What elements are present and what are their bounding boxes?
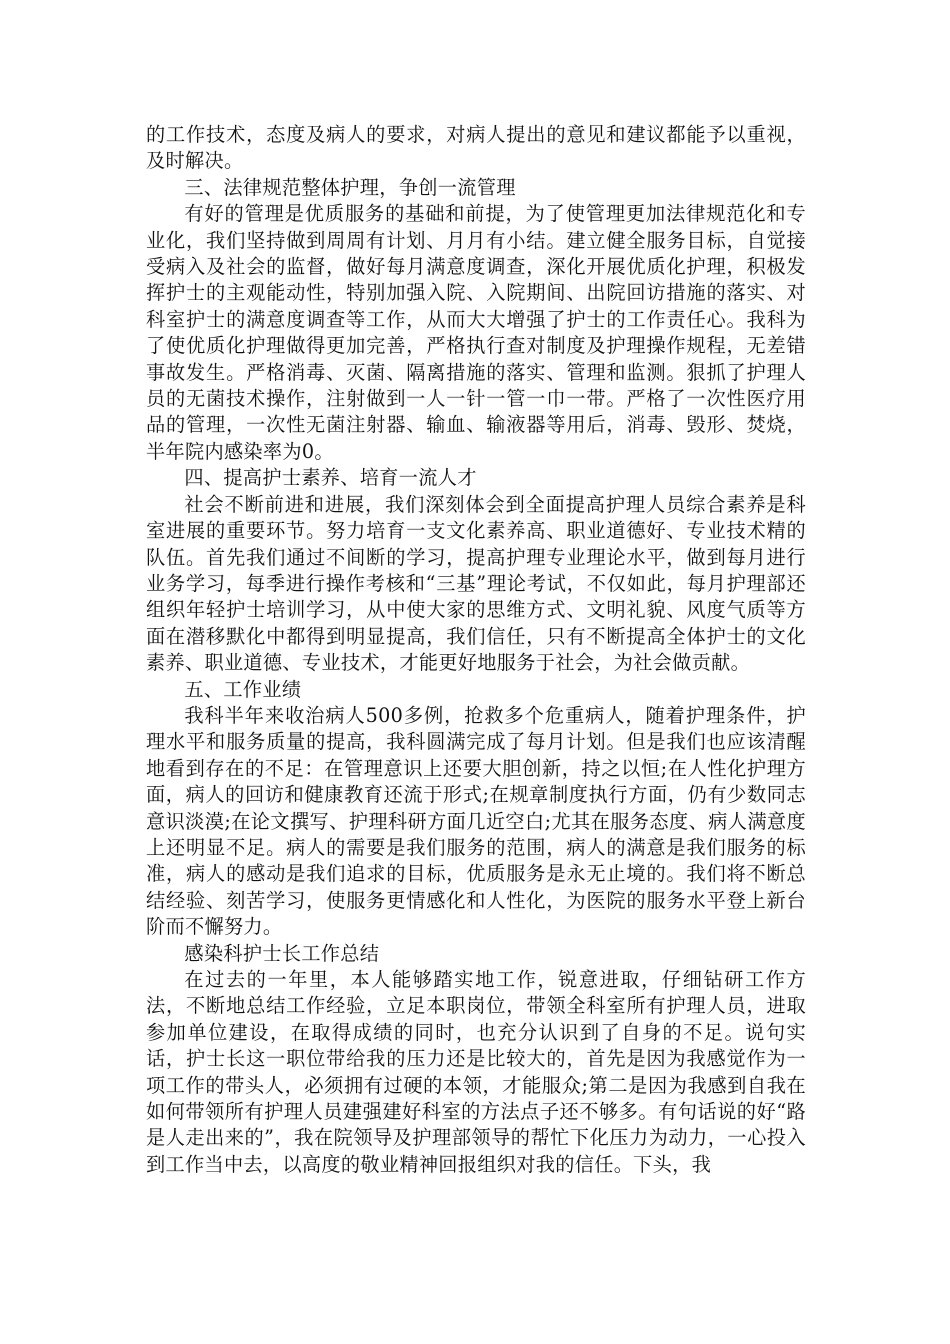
paragraph-training: 社会不断前进和进展，我们深刻体会到全面提高护理人员综合素养是科室进展的重要环节。努力培育一支文化素养高、职业道德好、专业技术精的队伍。首先我们通过不间断的学习，提高护理专业理论水平，做到每月进行业务学习，每季进行操作考核和“三基”理论考试，不仅如此，每月护理部还组织年轻护士培训学习，从中使大家的思维方式、文明礼貌、风度气质等方面在潜移默化中都得到明显提高，我们信任，只有不断提高全体护士的文化素养、职业道德、专业技术，才能更好地服务于社会，为社会做贡献。	[146, 492, 806, 675]
section-heading-4: 四、提高护士素养、培育一流人才	[184, 466, 477, 490]
section-heading-5: 五、工作业绩	[184, 677, 302, 701]
section-heading-3: 三、法律规范整体护理，争创一流管理	[184, 175, 516, 199]
document-subtitle: 感染科护士长工作总结	[184, 941, 380, 965]
paragraph-achievements: 我科半年来收治病人500多例，抢救多个危重病人，随着护理条件，护理水平和服务质量的提高，我科圆满完成了每月计划。但是我们也应该清醒地看到存在的不足：在管理意识上还要大胆创新，持之以恒;在人性化护理方面，病人的回访和健康教育还流于形式;在规章制度执行方面，仍有少数同志意识淡漠;在论文撰写、护理科研方面几近空白;尤其在服务态度、病人满意度上还明显不足。病人的需要是我们服务的范围，病人的满意是我们服务的标准，病人的感动是我们追求的目标，优质服务是永无止境的。我们将不断总结经验、刻苦学习，使服务更情感化和人性化，为医院的服务水平登上新台阶而不懈努力。	[146, 703, 806, 939]
paragraph-management: 有好的管理是优质服务的基础和前提，为了使管理更加法律规范化和专业化，我们坚持做到周周有计划、月月有小结。建立健全服务目标，自觉接受病入及社会的监督，做好每月满意度调查，深化开展优质化护理，积极发挥护士的主观能动性，特别加强入院、入院期间、出院回访措施的落实、对科室护士的满意度调查等工作，从而大大增强了护士的工作责任心。我科为了使优质化护理做得更加完善，严格执行查对制度及护理操作规程，无差错事故发生。严格消毒、灭菌、隔离措施的落实、管理和监测。狠抓了护理人员的无菌技术操作，注射做到一人一针一管一巾一带。严格了一次性医疗用品的管理，一次性无菌注射器、输血、输液器等用后，消毒、毁形、焚烧，半年院内感染率为0。	[146, 202, 806, 463]
paragraph-summary: 在过去的一年里，本人能够踏实地工作，锐意进取，仔细钻研工作方法，不断地总结工作经验，立足本职岗位，带领全科室所有护理人员，进取参加单位建设，在取得成绩的同时，也充分认识到了自身的不足。说句实话，护士长这一职位带给我的压力还是比较大的，首先是因为我感觉作为一项工作的带头人，必须拥有过硬的本领，才能服众;第二是因为我感到自我在如何带领所有护理人员建强建好科室的方法点子还不够多。有句话说的好“路是人走出来的”，我在院领导及护理部领导的帮忙下化压力为动力，一心投入到工作当中去，以高度的敬业精神回报组织对我的信任。下头，我	[146, 968, 806, 1176]
document-page	[146, 122, 806, 1178]
paragraph-continued: 的工作技术，态度及病人的要求，对病人提出的意见和建议都能予以重视，及时解决。	[146, 123, 806, 173]
